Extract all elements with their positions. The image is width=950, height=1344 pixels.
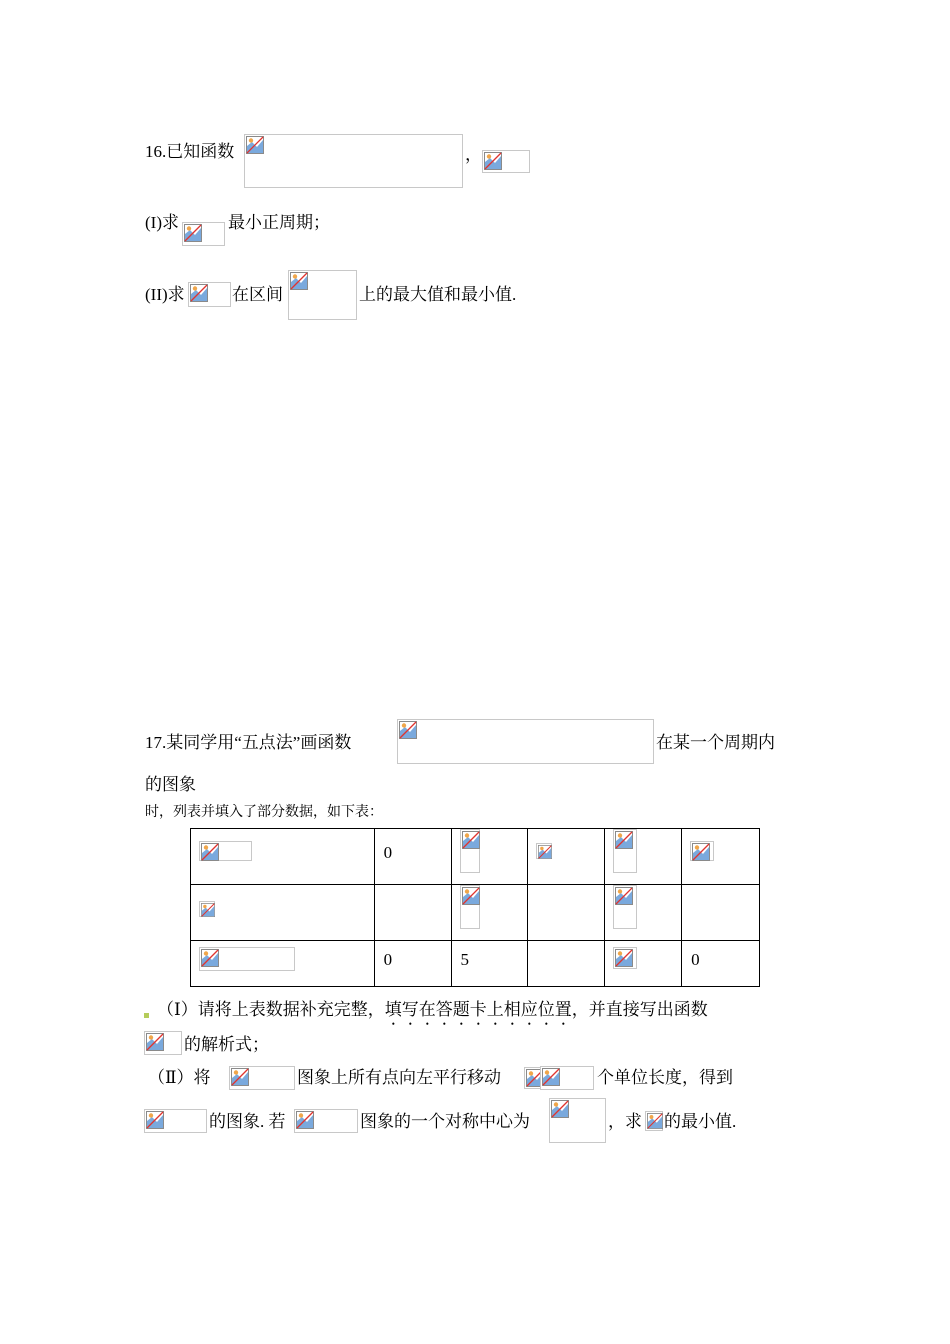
q17-function-image [397,719,654,764]
q17-shift-image-b [540,1066,594,1090]
q16-comma: ， [465,145,482,164]
q17-part2-line2-c: ，求 [608,1112,642,1131]
q16-stem-line [145,140,234,164]
table-cell: 0 [374,941,451,987]
broken-image-icon [484,152,502,170]
cell-image [613,829,637,873]
q16-part2-func-image [188,282,231,307]
q17-part1-suffix: ，并直接写出函数 [571,1000,708,1019]
broken-image-icon [201,949,219,967]
q17-stem-line2: 的图象 [145,775,196,794]
q16-part1-prefix: (I)求 [145,213,179,232]
q17-stem-suffix: 在某一个周期内 [656,733,775,752]
q17-center-image [549,1098,606,1143]
q16-part2-prefix: (II)求 [145,285,185,304]
paragraph-mark [144,1013,149,1018]
broken-image-icon [146,1033,164,1051]
cell-image [536,843,552,859]
table-row [191,885,760,941]
q16-stem-text: 16.已知函数 [145,142,235,161]
q17-part1-prefix: （Ⅰ）请将上表数据补充完整， [157,1000,385,1019]
broken-image-icon [201,903,215,917]
broken-image-icon [184,224,202,242]
table-cell [528,941,605,987]
q17-part2-line2-d: 的最小值. [664,1112,737,1131]
broken-image-icon [615,887,633,905]
broken-image-icon [296,1111,314,1129]
q17-part2-func-image [229,1066,295,1090]
row3-header-image [199,947,295,971]
broken-image-icon [542,1068,560,1086]
broken-image-icon [190,284,208,302]
q16-part2-line [145,283,185,307]
broken-image-icon [462,831,480,849]
broken-image-icon [462,887,480,905]
table-cell: 0 [682,941,760,987]
cell-image [613,885,637,929]
q17-part1-line2: 的解析式； [184,1035,269,1054]
table-cell [528,829,605,885]
broken-image-icon [246,136,264,154]
cell-image [613,947,637,969]
table-cell: 0 [374,829,451,885]
broken-image-icon [615,949,633,967]
broken-image-icon [399,721,417,739]
table-cell [605,829,682,885]
table-cell [451,885,528,941]
q17-part2-line2-a: 的图象. 若 [209,1112,286,1131]
q17-g-func-image [144,1109,207,1133]
q17-part1-line [157,998,708,1029]
q17-stem-line [145,731,351,755]
table-row [191,829,760,885]
cell-image [460,885,480,929]
q16-interval-image [288,270,357,320]
table-cell [451,829,528,885]
table-cell [605,941,682,987]
q16-part1-func-image [182,222,225,246]
table-cell [682,885,760,941]
table-cell [682,829,760,885]
q16-part1-suffix: 最小正周期； [228,213,330,232]
q16-part2-mid: 在区间 [232,285,283,304]
cell-image [690,841,714,861]
broken-image-icon [647,1113,663,1129]
row2-header-image [199,901,215,917]
table-cell [191,829,375,885]
q17-part2-mid2: 个单位长度，得到 [597,1068,733,1087]
broken-image-icon [551,1100,569,1118]
five-point-table [190,828,760,987]
table-cell [191,941,375,987]
table-cell [528,885,605,941]
q17-part2-mid1: 图象上所有点向左平行移动 [297,1068,501,1087]
q17-g-func-image-2 [294,1109,358,1133]
q17-part1-func-image [144,1031,182,1055]
q17-part1-emphasis: 填写在答题卡上相应位置 [384,1000,572,1019]
q16-function-image [244,134,463,188]
q16-part1-line [145,211,179,235]
q16-part2-suffix: 上的最大值和最小值. [359,285,517,304]
q16-domain-image [482,150,530,173]
broken-image-icon [146,1111,164,1129]
table-row [191,941,760,987]
table-cell [191,885,375,941]
broken-image-icon [290,272,308,290]
q17-part2-line2-b: 图象的一个对称中心为 [360,1112,530,1131]
broken-image-icon [231,1068,249,1086]
q17-part2-prefix: （Ⅱ）将 [148,1068,211,1087]
table-cell [374,885,451,941]
q17-stem-prefix: 17.某同学用“五点法”画函数 [145,733,352,752]
broken-image-icon [201,843,219,861]
table-cell [605,885,682,941]
broken-image-icon [615,831,633,849]
row1-header-image [199,841,252,861]
cell-image [460,829,480,873]
broken-image-icon [692,843,710,861]
broken-image-icon [538,845,552,859]
q17-var-image [645,1111,663,1131]
q17-stem-line3: 时，列表并填入了部分数据，如下表： [145,805,383,820]
table-cell: 5 [451,941,528,987]
